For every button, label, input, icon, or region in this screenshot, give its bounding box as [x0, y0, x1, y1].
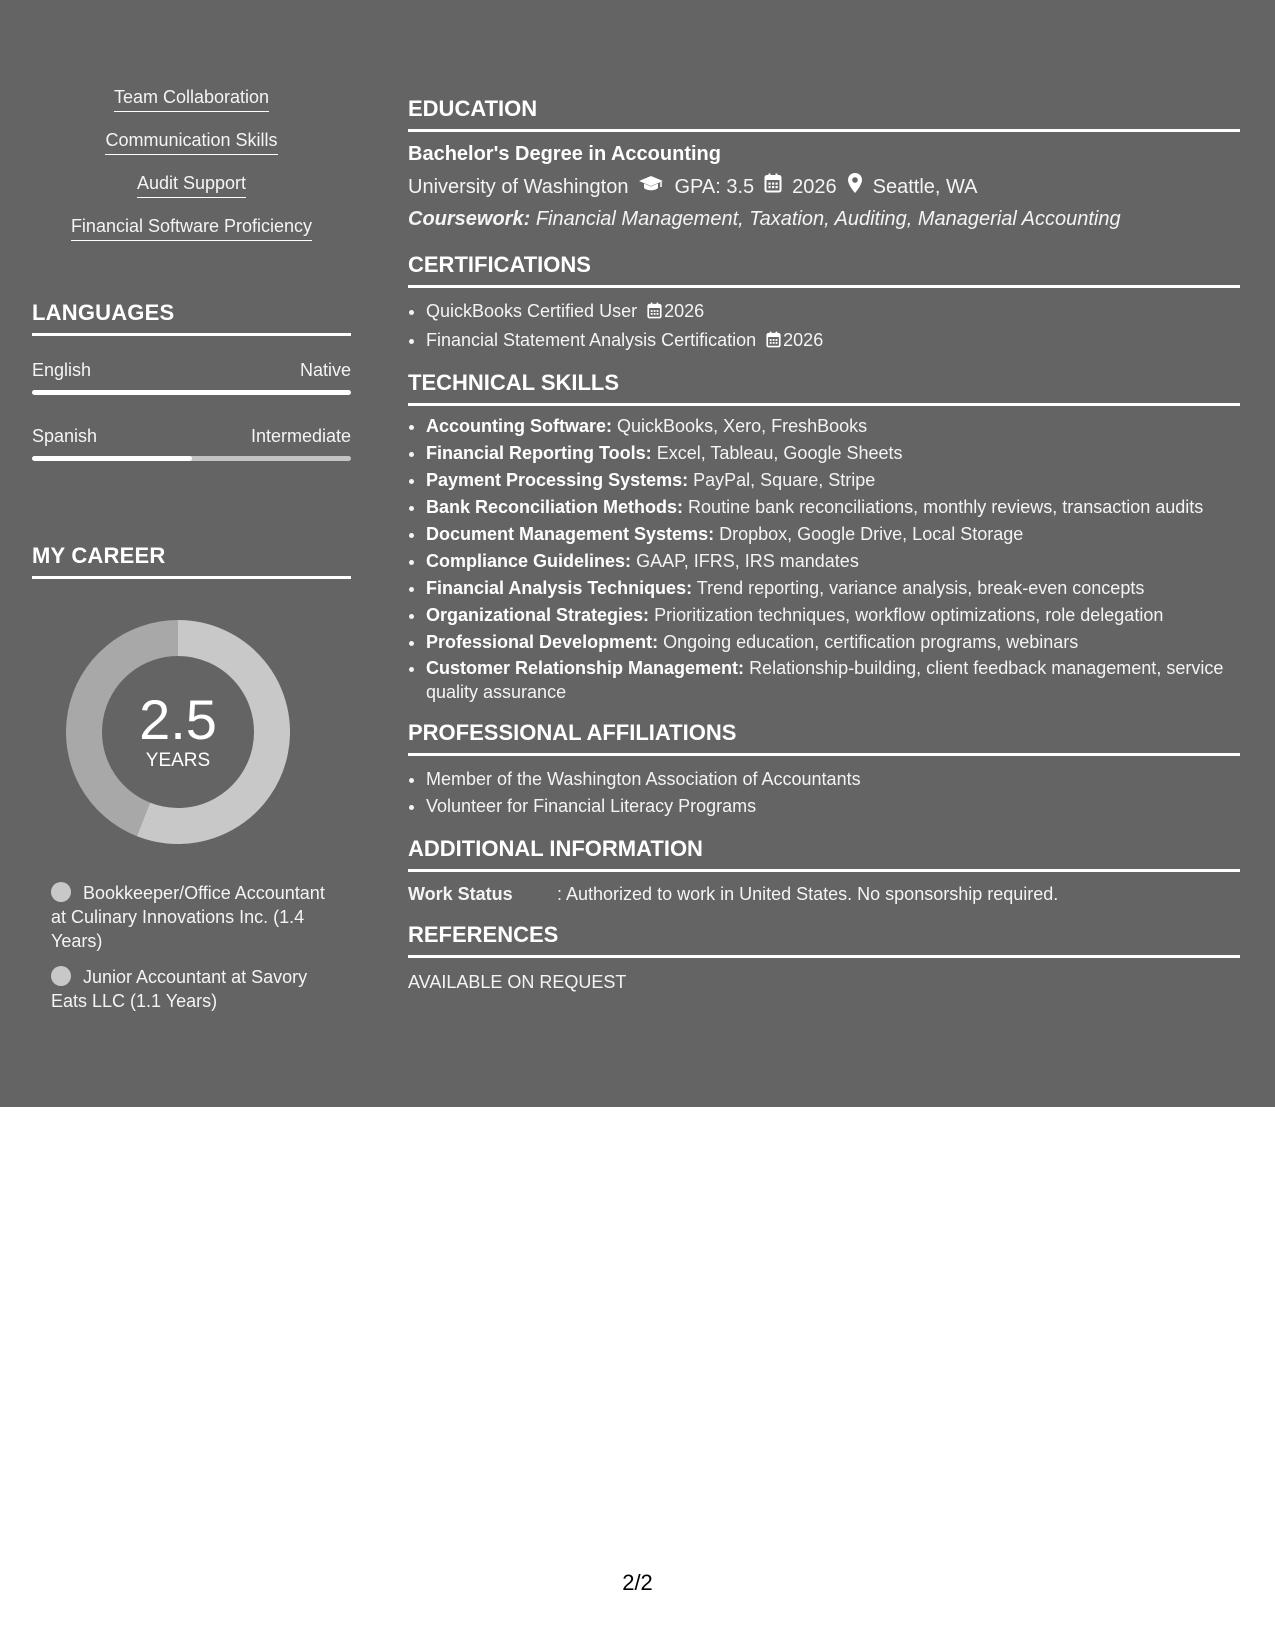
- career-section: [32, 543, 351, 579]
- skill-value: Prioritization techniques, workflow optimizations, role delegation: [654, 605, 1164, 625]
- certifications-title: CERTIFICATIONS: [408, 252, 591, 277]
- technical-skill-item: [426, 575, 1240, 602]
- languages-title: LANGUAGES: [32, 300, 175, 325]
- certification-year: 2026: [664, 301, 705, 321]
- location-pin-icon: [847, 172, 863, 201]
- technical-skill-item: [426, 629, 1240, 656]
- career-list: [51, 881, 331, 1025]
- skill-value: QuickBooks, Xero, FreshBooks: [617, 416, 868, 436]
- language-item: [32, 425, 351, 461]
- skill-value: Excel, Tableau, Google Sheets: [656, 443, 903, 463]
- skill-value: Relationship-building, client feedback management, service quality assurance: [426, 658, 1224, 702]
- skill-category: Professional Development:: [426, 632, 659, 652]
- technical-skill-item: [426, 521, 1240, 548]
- section-divider: [32, 576, 351, 579]
- languages-section: [32, 300, 351, 461]
- right-column: [408, 96, 1240, 994]
- skill-item: [32, 215, 351, 241]
- certification-name: Financial Statement Analysis Certification: [426, 330, 757, 350]
- technical-skill-item: [426, 602, 1240, 629]
- additional-info-section: [408, 836, 1240, 906]
- skill-category: Financial Analysis Techniques:: [426, 578, 693, 598]
- skill-label: Financial Software Proficiency: [71, 215, 312, 241]
- career-total-value: 2.5: [139, 688, 217, 751]
- skill-item: [32, 86, 351, 112]
- calendar-icon: [766, 329, 781, 356]
- skill-category: Financial Reporting Tools:: [426, 443, 652, 463]
- certifications-list: [408, 298, 1240, 356]
- calendar-icon: [764, 173, 782, 200]
- skill-label: Communication Skills: [105, 129, 277, 155]
- career-item: [51, 881, 331, 953]
- section-divider: [408, 869, 1240, 872]
- graduation-year: 2026: [792, 175, 837, 198]
- technical-skill-item: [426, 494, 1240, 521]
- skill-category: Payment Processing Systems:: [426, 470, 689, 490]
- coursework-label: Coursework:: [408, 208, 531, 230]
- section-divider: [408, 129, 1240, 132]
- work-status-value: : Authorized to work in United States. No sponsorship required.: [557, 884, 1059, 904]
- school-name: University of Washington: [408, 175, 629, 198]
- skill-value: Routine bank reconciliations, monthly reviews, transaction audits: [688, 497, 1204, 517]
- skill-value: GAAP, IFRS, IRS mandates: [636, 551, 859, 571]
- additional-info-title: ADDITIONAL INFORMATION: [408, 836, 703, 861]
- skill-label: Audit Support: [137, 172, 246, 198]
- skill-category: Bank Reconciliation Methods:: [426, 497, 684, 517]
- language-name: Spanish: [32, 426, 98, 446]
- affiliation-item: • Member of the Washington Association of Accountants: [426, 766, 1240, 793]
- skill-value: Trend reporting, variance analysis, break-even concepts: [696, 578, 1145, 598]
- technical-skills-section: [408, 370, 1240, 704]
- page-number: 2/2: [622, 1570, 653, 1595]
- career-item-text: Bookkeeper/Office Accountant at Culinary Innovations Inc. (1.4 Years): [51, 883, 325, 951]
- affiliations-title: PROFESSIONAL AFFILIATIONS: [408, 720, 737, 745]
- language-proficiency-bar: [32, 456, 351, 461]
- technical-skill-item: [426, 440, 1240, 467]
- education-meta: [408, 172, 1240, 201]
- skill-value: Ongoing education, certification programs, webinars: [663, 632, 1079, 652]
- career-item: [51, 965, 331, 1013]
- skill-label: Team Collaboration: [114, 86, 269, 112]
- career-total-unit: YEARS: [145, 750, 211, 771]
- certification-item: [426, 298, 1240, 327]
- skill-category: Document Management Systems:: [426, 524, 715, 544]
- school-location: Seattle, WA: [872, 175, 978, 198]
- technical-skill-item: [426, 548, 1240, 575]
- coursework-list: Financial Management, Taxation, Auditing, Managerial Accounting: [535, 208, 1121, 230]
- coursework: [408, 206, 1240, 232]
- language-item: [32, 359, 351, 395]
- technical-skill-item: [426, 467, 1240, 494]
- section-divider: [408, 285, 1240, 288]
- section-divider: [408, 955, 1240, 958]
- certification-item: [426, 327, 1240, 356]
- technical-skills-list: [408, 413, 1240, 704]
- certification-year: 2026: [783, 330, 824, 350]
- language-level: Native: [299, 360, 351, 380]
- affiliation-item: • Volunteer for Financial Literacy Programs: [426, 793, 1240, 820]
- gpa: GPA: 3.5: [674, 175, 755, 198]
- certifications-section: [408, 252, 1240, 356]
- graduation-cap-icon: [638, 174, 664, 200]
- work-status-label: Work Status: [408, 884, 513, 904]
- certification-name: QuickBooks Certified User: [426, 301, 638, 321]
- skill-value: PayPal, Square, Stripe: [693, 470, 876, 490]
- affiliations-list: [408, 766, 1240, 820]
- education-section: [408, 96, 1240, 232]
- section-divider: [408, 753, 1240, 756]
- proficiency-fill: [32, 456, 192, 461]
- references-title: REFERENCES: [408, 922, 559, 947]
- skill-category: Organizational Strategies:: [426, 605, 650, 625]
- career-title: MY CAREER: [32, 543, 166, 568]
- references-section: [408, 922, 1240, 994]
- skill-category: Compliance Guidelines:: [426, 551, 632, 571]
- section-divider: [408, 403, 1240, 406]
- career-dot-icon: [51, 882, 71, 902]
- language-name: English: [32, 360, 92, 380]
- calendar-icon: [647, 300, 662, 327]
- career-item-text: Junior Accountant at Savory Eats LLC (1.1 Years): [51, 967, 308, 1011]
- affiliations-section: [408, 720, 1240, 820]
- language-level: Intermediate: [250, 426, 351, 446]
- section-divider: [32, 333, 351, 336]
- degree-name: Bachelor's Degree in Accounting: [408, 143, 721, 165]
- skills-list: [32, 86, 351, 241]
- left-column: [32, 86, 351, 1011]
- technical-skills-title: TECHNICAL SKILLS: [408, 370, 620, 395]
- proficiency-fill: [32, 390, 351, 395]
- career-dot-icon: [51, 966, 71, 986]
- skill-category: Accounting Software:: [426, 416, 613, 436]
- technical-skill-item: [426, 656, 1240, 704]
- education-title: EDUCATION: [408, 96, 538, 121]
- skill-item: [32, 172, 351, 198]
- references-text: AVAILABLE ON REQUEST: [408, 972, 627, 992]
- work-status: [408, 882, 1240, 906]
- skill-value: Dropbox, Google Drive, Local Storage: [719, 524, 1024, 544]
- career-donut-chart: [66, 620, 290, 844]
- skill-category: Customer Relationship Management:: [426, 658, 745, 678]
- technical-skill-item: [426, 413, 1240, 440]
- language-proficiency-bar: [32, 390, 351, 395]
- skill-item: [32, 129, 351, 155]
